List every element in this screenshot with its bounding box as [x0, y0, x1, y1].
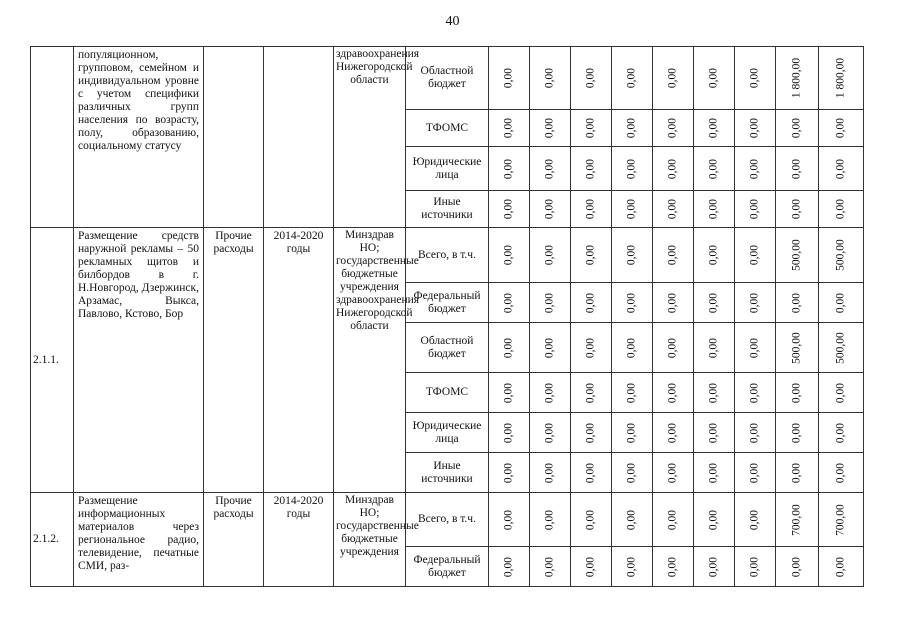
amount-value: 0,00: [834, 556, 847, 577]
amount-cell: [489, 47, 530, 110]
amount-value: 0,00: [748, 117, 761, 139]
amount-cell: [819, 283, 864, 323]
funding-source: Всего, в т.ч.: [406, 228, 489, 283]
amount-value: 0,00: [625, 198, 638, 220]
amount-value: 700,00: [790, 503, 803, 536]
amount-cell: [735, 493, 776, 547]
amount-value: 700,00: [834, 503, 847, 536]
amount-value: 0,00: [707, 67, 720, 89]
amount-value: 0,00: [748, 292, 761, 313]
item-number: 2.1.2.: [31, 493, 74, 587]
amount-value: 0,00: [502, 462, 515, 483]
amount-value: 0,00: [502, 67, 515, 89]
amount-cell: [571, 323, 612, 373]
amount-cell: [819, 323, 864, 373]
amount-value: 0,00: [748, 198, 761, 220]
amount-value: 0,00: [543, 158, 556, 179]
amount-cell: [653, 373, 694, 413]
amount-cell: [489, 493, 530, 547]
amount-value: 1 800,00: [790, 57, 803, 99]
amount-cell: [571, 493, 612, 547]
amount-cell: [653, 547, 694, 587]
item-executor: здравоохранения Нижегородской области: [334, 47, 406, 228]
amount-cell: [735, 147, 776, 191]
amount-value: 0,00: [502, 382, 515, 403]
amount-value: 0,00: [543, 117, 556, 139]
amount-cell: [612, 547, 653, 587]
amount-value: 0,00: [625, 509, 638, 530]
amount-value: 0,00: [748, 462, 761, 483]
amount-cell: [694, 547, 735, 587]
amount-cell: [776, 413, 819, 453]
amount-cell: [571, 147, 612, 191]
amount-value: 0,00: [707, 382, 720, 403]
page-number: 40: [445, 14, 460, 29]
amount-value: 0,00: [543, 337, 556, 358]
amount-value: 0,00: [584, 422, 597, 443]
amount-cell: [735, 228, 776, 283]
amount-value: 0,00: [790, 422, 803, 443]
amount-cell: [530, 47, 571, 110]
amount-cell: [530, 453, 571, 493]
amount-cell: [612, 283, 653, 323]
amount-value: 0,00: [666, 337, 679, 358]
amount-cell: [571, 373, 612, 413]
table-row: [31, 47, 864, 110]
amount-cell: [571, 228, 612, 283]
item-description: популяционном, групповом, семейном и индивидуальном уровне с учетом специфики различных групп населения по возрасту, полу, образованию, социальному статусу: [74, 47, 204, 228]
amount-value: 0,00: [748, 244, 761, 266]
funding-source: Юридические лица: [406, 147, 489, 191]
amount-cell: [489, 147, 530, 191]
amount-value: 0,00: [666, 462, 679, 483]
amount-value: 0,00: [790, 556, 803, 577]
amount-value: 0,00: [790, 198, 803, 220]
amount-cell: [776, 493, 819, 547]
amount-value: 0,00: [584, 158, 597, 179]
amount-value: 0,00: [707, 158, 720, 179]
amount-value: 0,00: [707, 422, 720, 443]
amount-value: 0,00: [584, 198, 597, 220]
amount-value: 0,00: [707, 337, 720, 358]
amount-cell: [694, 453, 735, 493]
amount-value: 0,00: [502, 158, 515, 179]
amount-cell: [694, 47, 735, 110]
amount-cell: [653, 228, 694, 283]
amount-cell: [776, 373, 819, 413]
amount-cell: [530, 228, 571, 283]
item-number: [31, 47, 74, 228]
amount-value: 0,00: [666, 509, 679, 530]
amount-value: 0,00: [666, 244, 679, 266]
amount-value: 0,00: [502, 244, 515, 266]
amount-value: 0,00: [707, 244, 720, 266]
amount-value: 0,00: [502, 422, 515, 443]
amount-cell: [571, 283, 612, 323]
amount-value: 0,00: [543, 462, 556, 483]
expense-category: Прочие расходы: [204, 228, 264, 493]
amount-value: 0,00: [790, 462, 803, 483]
amount-cell: [735, 373, 776, 413]
amount-cell: [819, 191, 864, 228]
amount-cell: [530, 283, 571, 323]
amount-value: 0,00: [748, 382, 761, 403]
amount-cell: [612, 373, 653, 413]
amount-value: 0,00: [666, 117, 679, 139]
amount-value: 0,00: [707, 462, 720, 483]
amount-cell: [612, 47, 653, 110]
amount-cell: [735, 47, 776, 110]
amount-cell: [653, 323, 694, 373]
amount-value: 0,00: [625, 292, 638, 313]
item-period: [264, 47, 334, 228]
amount-value: 0,00: [543, 382, 556, 403]
budget-table: [30, 46, 864, 587]
amount-value: 0,00: [666, 382, 679, 403]
amount-cell: [653, 493, 694, 547]
amount-value: 0,00: [666, 198, 679, 220]
amount-cell: [612, 110, 653, 147]
amount-cell: [571, 47, 612, 110]
amount-cell: [653, 413, 694, 453]
amount-cell: [571, 453, 612, 493]
amount-value: 0,00: [502, 509, 515, 530]
amount-cell: [776, 323, 819, 373]
amount-value: 0,00: [790, 292, 803, 313]
amount-cell: [819, 228, 864, 283]
amount-cell: [489, 373, 530, 413]
amount-cell: [694, 228, 735, 283]
amount-value: 1 800,00: [834, 57, 847, 99]
amount-value: 0,00: [748, 337, 761, 358]
amount-value: 0,00: [748, 67, 761, 89]
amount-cell: [530, 110, 571, 147]
amount-value: 0,00: [584, 382, 597, 403]
amount-cell: [612, 228, 653, 283]
amount-cell: [612, 191, 653, 228]
amount-value: 0,00: [666, 422, 679, 443]
amount-cell: [653, 110, 694, 147]
amount-value: 0,00: [502, 556, 515, 577]
amount-cell: [819, 147, 864, 191]
amount-value: 0,00: [502, 292, 515, 313]
funding-source: Иные источники: [406, 453, 489, 493]
amount-cell: [489, 323, 530, 373]
item-period: 2014-2020 годы: [264, 493, 334, 587]
amount-cell: [489, 283, 530, 323]
amount-cell: [612, 453, 653, 493]
amount-cell: [530, 323, 571, 373]
amount-cell: [612, 413, 653, 453]
amount-cell: [694, 110, 735, 147]
table-row: [31, 493, 864, 547]
amount-cell: [530, 191, 571, 228]
amount-value: 0,00: [834, 198, 847, 220]
amount-cell: [735, 191, 776, 228]
amount-cell: [735, 547, 776, 587]
amount-value: 0,00: [584, 337, 597, 358]
amount-value: 0,00: [625, 244, 638, 266]
amount-cell: [530, 413, 571, 453]
item-period: 2014-2020 годы: [264, 228, 334, 493]
amount-value: 0,00: [625, 337, 638, 358]
amount-value: 0,00: [834, 382, 847, 403]
funding-source: Федеральный бюджет: [406, 283, 489, 323]
amount-value: 0,00: [502, 117, 515, 139]
amount-cell: [735, 413, 776, 453]
amount-value: 0,00: [502, 337, 515, 358]
item-description: Размещение средств наружной рекламы – 50 рекламных щитов и билбордов в г. Н.Новгород, Дзержинск, Арзамас, Выкса, Павлово, Кстово, Бор: [74, 228, 204, 493]
amount-cell: [489, 110, 530, 147]
amount-cell: [694, 191, 735, 228]
item-executor: Минздрав НО; государственные бюджетные учреждения здравоохранения Нижегородской области: [334, 228, 406, 493]
amount-value: 0,00: [748, 422, 761, 443]
funding-source: Областной бюджет: [406, 47, 489, 110]
amount-value: 0,00: [707, 198, 720, 220]
amount-value: 0,00: [543, 556, 556, 577]
amount-value: 0,00: [584, 67, 597, 89]
amount-cell: [489, 191, 530, 228]
amount-cell: [735, 283, 776, 323]
amount-value: 500,00: [834, 239, 847, 271]
amount-cell: [819, 110, 864, 147]
amount-value: 0,00: [834, 422, 847, 443]
amount-value: 0,00: [543, 244, 556, 266]
amount-cell: [819, 413, 864, 453]
amount-value: 0,00: [625, 462, 638, 483]
item-executor: Минздрав НО; государственные бюджетные учреждения: [334, 493, 406, 587]
amount-cell: [653, 453, 694, 493]
amount-cell: [694, 493, 735, 547]
amount-cell: [489, 228, 530, 283]
amount-value: 0,00: [625, 422, 638, 443]
amount-cell: [653, 147, 694, 191]
amount-cell: [694, 283, 735, 323]
amount-cell: [571, 547, 612, 587]
amount-cell: [694, 373, 735, 413]
amount-cell: [530, 493, 571, 547]
item-description: Размещение информационных материалов через региональное радио, телевидение, печатные СМИ, раз-: [74, 493, 204, 587]
amount-cell: [819, 493, 864, 547]
funding-source: ТФОМС: [406, 110, 489, 147]
amount-cell: [530, 373, 571, 413]
amount-value: 500,00: [834, 331, 847, 364]
amount-cell: [653, 47, 694, 110]
amount-value: 0,00: [666, 158, 679, 179]
amount-value: 0,00: [834, 292, 847, 313]
amount-value: 0,00: [748, 158, 761, 179]
amount-cell: [776, 228, 819, 283]
amount-cell: [612, 147, 653, 191]
amount-value: 0,00: [543, 422, 556, 443]
amount-value: 0,00: [502, 198, 515, 220]
amount-cell: [653, 191, 694, 228]
amount-cell: [735, 323, 776, 373]
amount-cell: [819, 547, 864, 587]
amount-value: 500,00: [790, 331, 803, 364]
amount-cell: [653, 283, 694, 323]
amount-value: 0,00: [543, 292, 556, 313]
amount-value: 0,00: [707, 556, 720, 577]
amount-cell: [489, 453, 530, 493]
amount-value: 0,00: [707, 117, 720, 139]
amount-value: 0,00: [625, 158, 638, 179]
amount-value: 0,00: [625, 67, 638, 89]
amount-cell: [571, 110, 612, 147]
amount-cell: [489, 413, 530, 453]
amount-cell: [694, 147, 735, 191]
amount-cell: [776, 547, 819, 587]
amount-value: 0,00: [790, 117, 803, 139]
amount-value: 0,00: [543, 67, 556, 89]
amount-cell: [735, 453, 776, 493]
funding-source: Юридические лица: [406, 413, 489, 453]
amount-cell: [612, 323, 653, 373]
amount-cell: [776, 191, 819, 228]
funding-source: Областной бюджет: [406, 323, 489, 373]
amount-value: 0,00: [584, 117, 597, 139]
amount-value: 0,00: [790, 382, 803, 403]
amount-value: 0,00: [707, 292, 720, 313]
amount-value: 0,00: [625, 117, 638, 139]
amount-value: 0,00: [834, 462, 847, 483]
amount-cell: [571, 191, 612, 228]
expense-category: [204, 47, 264, 228]
amount-cell: [571, 413, 612, 453]
amount-cell: [530, 547, 571, 587]
expense-category: Прочие расходы: [204, 493, 264, 587]
amount-cell: [735, 110, 776, 147]
amount-cell: [776, 453, 819, 493]
amount-value: 0,00: [584, 462, 597, 483]
funding-source: Федеральный бюджет: [406, 547, 489, 587]
amount-cell: [489, 547, 530, 587]
amount-cell: [612, 493, 653, 547]
amount-cell: [819, 453, 864, 493]
amount-value: 0,00: [584, 292, 597, 313]
amount-cell: [819, 373, 864, 413]
amount-cell: [776, 110, 819, 147]
amount-cell: [694, 413, 735, 453]
amount-cell: [776, 283, 819, 323]
amount-cell: [819, 47, 864, 110]
amount-value: 0,00: [707, 509, 720, 530]
amount-value: 0,00: [543, 198, 556, 220]
amount-value: 0,00: [584, 509, 597, 530]
amount-value: 500,00: [790, 239, 803, 271]
amount-value: 0,00: [748, 509, 761, 530]
item-number: 2.1.1.: [31, 228, 74, 493]
funding-source: Иные источники: [406, 191, 489, 228]
amount-value: 0,00: [834, 158, 847, 179]
amount-cell: [694, 323, 735, 373]
amount-value: 0,00: [790, 158, 803, 179]
amount-cell: [530, 147, 571, 191]
amount-value: 0,00: [625, 382, 638, 403]
amount-value: 0,00: [543, 509, 556, 530]
amount-value: 0,00: [748, 556, 761, 577]
funding-source: ТФОМС: [406, 373, 489, 413]
amount-value: 0,00: [584, 244, 597, 266]
amount-value: 0,00: [584, 556, 597, 577]
amount-cell: [776, 147, 819, 191]
amount-value: 0,00: [666, 67, 679, 89]
amount-value: 0,00: [666, 292, 679, 313]
table-row: [31, 228, 864, 283]
funding-source: Всего, в т.ч.: [406, 493, 489, 547]
amount-cell: [776, 47, 819, 110]
amount-value: 0,00: [834, 117, 847, 139]
amount-value: 0,00: [625, 556, 638, 577]
amount-value: 0,00: [666, 556, 679, 577]
